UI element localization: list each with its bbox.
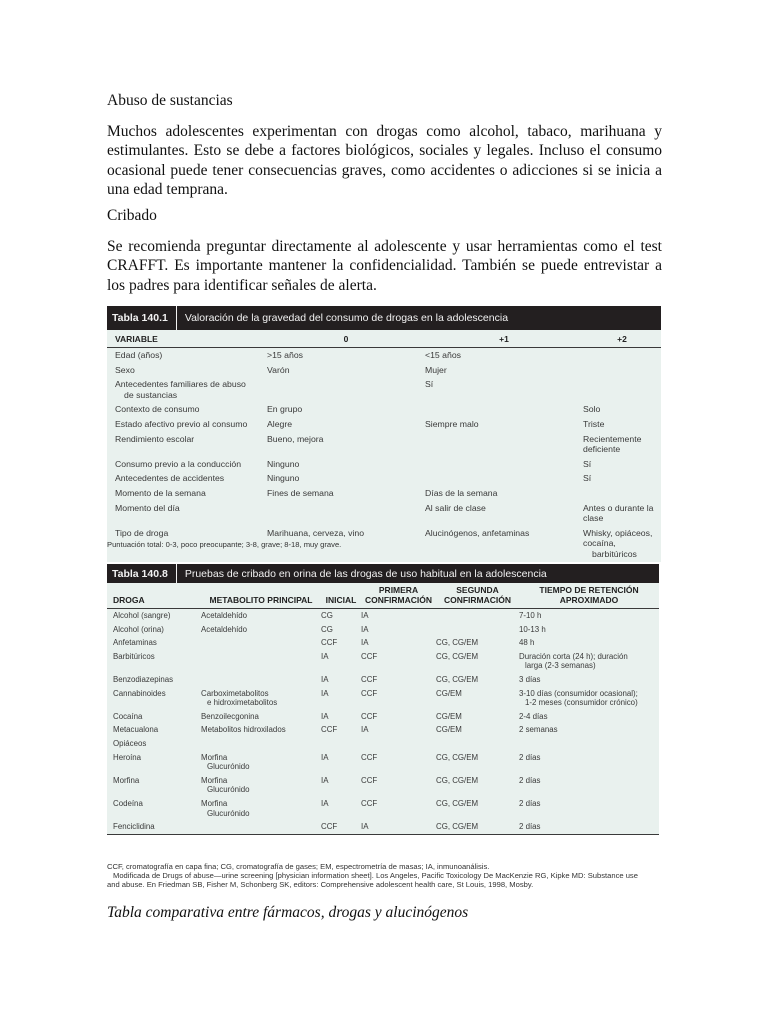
table-cell (267, 501, 425, 526)
cell-line: 3 días (519, 674, 541, 684)
table-cell (583, 417, 661, 432)
cell-line: Barbitúricos (113, 651, 155, 661)
header-line: METABOLITO PRINCIPAL (209, 595, 313, 605)
table-cell (201, 820, 321, 834)
column-header: VARIABLE (107, 330, 267, 348)
cell-line: 2 días (519, 822, 541, 832)
cell-line: 2-4 días (519, 711, 548, 721)
table-cell (519, 710, 659, 724)
table-cell (321, 650, 361, 673)
section-heading-abuso: Abuso de sustancias (107, 92, 233, 109)
table-footnote: Puntuación total: 0-3, poco preocupante; 3-8, grave; 8-18, muy grave. (107, 540, 342, 549)
table-row (107, 623, 659, 637)
table-cell (361, 673, 436, 687)
cell-line: IA (321, 775, 329, 785)
table-cell (436, 673, 519, 687)
cell-line: CCF (361, 775, 378, 785)
table-cell (107, 417, 267, 432)
table-cell (436, 623, 519, 637)
cell-line: Morfina (201, 798, 228, 808)
table-cell (583, 377, 661, 402)
table-row (107, 636, 659, 650)
table-cell (321, 797, 361, 820)
cell-line: Edad (años) (115, 350, 163, 360)
table-row (107, 402, 661, 417)
column-header: +1 (425, 330, 583, 348)
table-row (107, 650, 659, 673)
cell-line: CG/EM (436, 688, 462, 698)
table-cell (267, 348, 425, 363)
table-number: Tabla 140.1 (107, 306, 177, 330)
table-cell (107, 710, 201, 724)
cell-line: Momento de la semana (115, 487, 206, 498)
table-cell (583, 402, 661, 417)
table-cell (107, 501, 267, 526)
cell-line: >15 años (267, 350, 303, 360)
table-cell (321, 609, 361, 623)
cell-line: Mujer (425, 364, 447, 375)
table-cell (425, 363, 583, 378)
table-cell (107, 348, 267, 363)
cell-line: IA (321, 711, 329, 721)
cell-line: Glucurónido (207, 785, 250, 795)
cell-line: Fenciclidina (113, 822, 155, 832)
cell-line: CG, CG/EM (436, 651, 479, 661)
cell-line: de sustancias (124, 389, 178, 400)
table-cell (519, 636, 659, 650)
table-cell (436, 723, 519, 737)
table-cell (267, 432, 425, 457)
cell-line: Sí (583, 458, 592, 469)
cell-line: CG, CG/EM (436, 822, 479, 832)
cell-line: barbitúricos (592, 548, 637, 559)
cell-line: 2 días (519, 752, 541, 762)
table-cell (107, 457, 267, 472)
table-cell (425, 377, 583, 402)
table-cell (436, 609, 519, 623)
cell-line: Bueno, mejora (267, 433, 324, 444)
cell-line: Heroína (113, 752, 142, 762)
table-cell (107, 402, 267, 417)
table-cell (321, 673, 361, 687)
cell-line: Tipo de droga (115, 527, 169, 538)
table-cell (583, 486, 661, 501)
cell-line: Carboximetabolitos (201, 688, 269, 698)
cell-line: Contexto de consumo (115, 404, 200, 415)
table-cell (107, 650, 201, 673)
cell-line: Al salir de clase (425, 502, 486, 513)
table-title: Valoración de la gravedad del consumo de drogas en la adolescencia (184, 312, 509, 324)
cell-line: Morfina (201, 752, 228, 762)
cell-line: Antecedentes de accidentes (115, 473, 225, 484)
table-cell (361, 687, 436, 710)
cell-line: Fines de semana (267, 487, 334, 498)
table-cell (361, 751, 436, 774)
footnote-line: Modificada de Drugs of abuse—urine screening [physician information sheet]. Los Angeles, Pacific Toxicology De MacKenzie RG, Kipke MD: Substance use (113, 871, 638, 880)
table-cell (425, 457, 583, 472)
table-cell (519, 723, 659, 737)
cell-line: CG, CG/EM (436, 752, 479, 762)
table-cell (107, 723, 201, 737)
cell-line: Ninguno (267, 458, 300, 469)
cell-line: Alegre (267, 418, 293, 429)
cell-line: Marihuana, cerveza, vino (267, 527, 365, 538)
table-cell (425, 432, 583, 457)
table-cell (425, 417, 583, 432)
table-cell (321, 723, 361, 737)
table-cribado-orina (107, 564, 659, 835)
cell-line: e hidroximetabolitos (207, 698, 278, 708)
table-row (107, 348, 661, 363)
cell-line: larga (2-3 semanas) (525, 661, 596, 671)
cell-line: IA (321, 674, 329, 684)
table-cell (583, 432, 661, 457)
cell-line: Glucurónido (207, 808, 250, 818)
table-cell (425, 486, 583, 501)
table-cell (201, 737, 321, 751)
table-cell (107, 471, 267, 486)
cell-line: 3-10 días (consumidor ocasional); (519, 688, 638, 698)
cell-line: Benzoilecgonina (201, 711, 259, 721)
table-cell (436, 797, 519, 820)
cell-line: Solo (583, 404, 601, 415)
cell-line: CG/EM (436, 711, 462, 721)
table-cell (519, 650, 659, 673)
cell-line: Varón (267, 364, 290, 375)
cell-line: Codeína (113, 798, 143, 808)
cell-line: Duración corta (24 h); duración (519, 651, 628, 661)
table-cell (267, 377, 425, 402)
cell-line: Antes o durante la clase (583, 502, 654, 524)
table-cell (107, 609, 201, 623)
table-cell (321, 737, 361, 751)
cell-line: Siempre malo (425, 418, 479, 429)
cell-line: Rendimiento escolar (115, 433, 195, 444)
table-cell (361, 609, 436, 623)
cell-line: CG, CG/EM (436, 775, 479, 785)
table-cell (321, 774, 361, 797)
table-cell (519, 737, 659, 751)
table-row (107, 737, 659, 751)
cell-line: Antecedentes familiares de abuso (115, 379, 246, 390)
cell-line: Benzodiazepinas (113, 674, 174, 684)
table-row (107, 723, 659, 737)
table-cell (436, 820, 519, 834)
cell-line: IA (321, 752, 329, 762)
table-cell (519, 609, 659, 623)
figure-caption: Tabla comparativa entre fármacos, drogas y alucinógenos (107, 904, 469, 921)
table-cell (425, 348, 583, 363)
table-cell (361, 820, 436, 834)
cell-line: CG, CG/EM (436, 798, 479, 808)
table-cell (519, 623, 659, 637)
table-cell (361, 797, 436, 820)
cell-line: Cocaína (113, 711, 143, 721)
table-row (107, 673, 659, 687)
paragraph-abuso: Muchos adolescentes experimentan con drogas como alcohol, tabaco, marihuana y estimulantes. Esto se debe a factores biológicos, sociales y legales. Incluso el consumo ocasional puede tener consecuencias graves, como accidentes o adicciones si se inicia a una edad temprana. (107, 123, 662, 198)
table-cell (519, 751, 659, 774)
table-cell (361, 737, 436, 751)
cell-line: 2 días (519, 798, 541, 808)
table-cell (107, 820, 201, 834)
table-cell (107, 687, 201, 710)
table-cell (201, 751, 321, 774)
table-cell (361, 723, 436, 737)
table-cell (436, 751, 519, 774)
table-cell (436, 650, 519, 673)
table-cell (107, 737, 201, 751)
table-row (107, 432, 661, 457)
header-line: CONFIRMACIÓN (364, 595, 433, 605)
cell-line: Morfina (201, 775, 228, 785)
table-row (107, 797, 659, 820)
paragraph-cribado: Se recomienda preguntar directamente al adolescente y usar herramientas como el test CRAFFT. Es importante mantener la confidencialidad. También se puede entrevistar a los padres para identificar señales de alerta. (107, 238, 662, 294)
table-footnote-sources (107, 862, 667, 889)
header-line: DROGA (113, 595, 145, 605)
table-cell (201, 774, 321, 797)
table-cell (267, 471, 425, 486)
table-row (107, 774, 659, 797)
table-row (107, 501, 661, 526)
table-cell (583, 501, 661, 526)
table-cell (267, 486, 425, 501)
table-cell (519, 673, 659, 687)
header-line: PRIMERA (378, 585, 419, 595)
table-number: Tabla 140.8 (107, 564, 177, 583)
table-cell (201, 797, 321, 820)
table-cell (107, 673, 201, 687)
cell-line: Alcohol (orina) (113, 624, 164, 634)
table-cell (519, 687, 659, 710)
table-cell (361, 774, 436, 797)
cell-line: Acetaldehído (201, 611, 248, 620)
cell-line: CCF (361, 674, 378, 684)
cell-line: IA (321, 651, 329, 661)
table-cell (201, 723, 321, 737)
table-cell (107, 774, 201, 797)
cell-line: 48 h (519, 638, 535, 648)
cell-line: IA (321, 688, 329, 698)
table-cell (436, 737, 519, 751)
table-cell (361, 650, 436, 673)
header-line: CONFIRMACIÓN (443, 595, 512, 605)
cell-line: Estado afectivo previo al consumo (115, 418, 248, 429)
cell-line: Sí (583, 473, 592, 484)
table-cell (425, 501, 583, 526)
cell-line: IA (361, 725, 369, 735)
table-cell (361, 636, 436, 650)
table-cell (201, 687, 321, 710)
cell-line: CG (321, 624, 333, 634)
cell-line: CCF (361, 651, 378, 661)
table-cell (107, 797, 201, 820)
column-header: +2 (583, 330, 661, 348)
cell-line: CCF (321, 822, 338, 832)
table-cell (201, 609, 321, 623)
cell-line: Alucinógenos, anfetaminas (425, 527, 530, 538)
table-cell (436, 710, 519, 724)
table-cell (321, 751, 361, 774)
table-cell (583, 363, 661, 378)
table-cell (436, 687, 519, 710)
cell-line: Sexo (115, 364, 135, 375)
table-row (107, 609, 659, 623)
table-grid (107, 330, 661, 562)
table-cell (321, 687, 361, 710)
table-cell (321, 623, 361, 637)
table-grid (107, 583, 659, 835)
cell-line: 1-2 meses (consumidor crónico) (525, 698, 638, 708)
table-cell (107, 377, 267, 402)
table-cell (321, 710, 361, 724)
section-heading-cribado: Cribado (107, 207, 157, 224)
table-row (107, 377, 661, 402)
cell-line: Opiáceos (113, 738, 147, 748)
table-cell (519, 797, 659, 820)
column-header: 0 (267, 330, 425, 348)
table-row (107, 710, 659, 724)
cell-line: IA (361, 611, 369, 620)
cell-line: Anfetaminas (113, 638, 157, 648)
table-cell (267, 457, 425, 472)
table-cell (267, 363, 425, 378)
cell-line: CG, CG/EM (436, 674, 479, 684)
table-cell (107, 432, 267, 457)
table-cell (425, 471, 583, 486)
table-gravedad (107, 306, 661, 562)
cell-line: IA (321, 798, 329, 808)
table-header-bar (107, 306, 661, 330)
column-header (201, 583, 321, 609)
table-cell (519, 774, 659, 797)
table-cell (107, 363, 267, 378)
cell-line: 2 semanas (519, 725, 558, 735)
table-cell (583, 457, 661, 472)
table-row (107, 486, 661, 501)
header-line: APROXIMADO (559, 595, 619, 605)
table-cell (107, 751, 201, 774)
table-header-row (107, 330, 661, 348)
table-cell (361, 710, 436, 724)
table-cell (201, 650, 321, 673)
table-row (107, 751, 659, 774)
cell-line: Metacualona (113, 725, 159, 735)
table-cell (436, 774, 519, 797)
table-cell (107, 623, 201, 637)
cell-line: CG/EM (436, 725, 462, 735)
cell-line: CCF (361, 798, 378, 808)
cell-line: Morfina (113, 775, 140, 785)
cell-line: Sí (425, 379, 434, 390)
table-cell (201, 673, 321, 687)
table-cell (267, 417, 425, 432)
column-header (361, 583, 436, 609)
table-row (107, 363, 661, 378)
table-row (107, 820, 659, 834)
cell-line: CCF (361, 752, 378, 762)
cell-line: En grupo (267, 404, 303, 415)
cell-line: Whisky, opiáceos, cocaína, (583, 527, 653, 549)
cell-line: Cannabinoides (113, 688, 166, 698)
column-header (107, 583, 201, 609)
cell-line: Días de la semana (425, 487, 498, 498)
table-cell (321, 820, 361, 834)
table-cell (107, 486, 267, 501)
cell-line: Glucurónido (207, 762, 250, 772)
footnote-line: and abuse. En Friedman SB, Fisher M, Schonberg SK, editors: Comprehensive adolescent health care, St Louis, 1998, Mosby. (107, 880, 534, 889)
table-cell (519, 820, 659, 834)
table-row (107, 417, 661, 432)
cell-line: Metabolitos hidroxilados (201, 725, 286, 735)
cell-line: 7-10 h (519, 611, 542, 620)
table-header-bar (107, 564, 659, 583)
table-cell (583, 471, 661, 486)
cell-line: Momento del día (115, 502, 180, 513)
cell-line: IA (361, 624, 369, 634)
table-cell (267, 402, 425, 417)
table-row (107, 687, 659, 710)
cell-line: Alcohol (sangre) (113, 611, 171, 620)
footnote-line: CCF, cromatografía en capa fina; CG, cromatografía de gases; EM, espectrometría de masas; IA, inmunoanálisis. (107, 862, 490, 871)
cell-line: Consumo previo a la conducción (115, 458, 242, 469)
table-cell (201, 636, 321, 650)
table-cell (425, 402, 583, 417)
table-cell (321, 636, 361, 650)
header-line: TIEMPO DE RETENCIÓN (539, 585, 639, 595)
table-row (107, 471, 661, 486)
cell-line: Recientemente deficiente (583, 433, 642, 455)
cell-line: CCF (321, 725, 338, 735)
column-header (436, 583, 519, 609)
table-title: Pruebas de cribado en orina de las drogas de uso habitual en la adolescencia (184, 567, 547, 580)
cell-line: Acetaldehído (201, 624, 248, 634)
cell-line: CCF (361, 688, 378, 698)
column-header (321, 583, 361, 609)
cell-line: CG (321, 611, 333, 620)
cell-line: 2 días (519, 775, 541, 785)
header-line: SEGUNDA (456, 585, 499, 595)
table-header-row (107, 583, 659, 609)
cell-line: CCF (361, 711, 378, 721)
header-line: INICIAL (325, 595, 357, 605)
cell-line: 10-13 h (519, 624, 546, 634)
cell-line: IA (361, 822, 369, 832)
cell-line: <15 años (425, 350, 461, 360)
cell-line: Triste (583, 418, 605, 429)
column-header (519, 583, 659, 609)
table-cell (201, 623, 321, 637)
table-cell (436, 636, 519, 650)
table-cell (361, 623, 436, 637)
cell-line: CG, CG/EM (436, 638, 479, 648)
table-row (107, 457, 661, 472)
cell-line: CCF (321, 638, 338, 648)
table-cell (201, 710, 321, 724)
table-cell (583, 348, 661, 363)
cell-line: IA (361, 638, 369, 648)
table-cell (107, 636, 201, 650)
cell-line: Ninguno (267, 473, 300, 484)
